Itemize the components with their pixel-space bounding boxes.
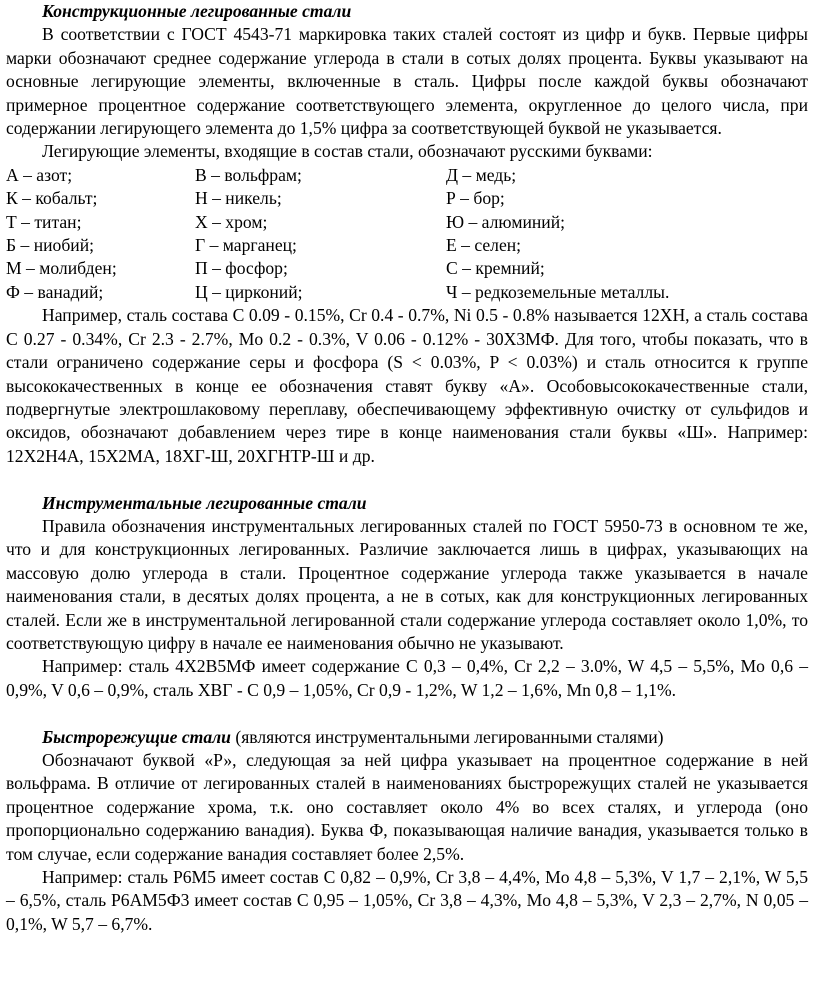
paragraph-gost-4543: В соответствии с ГОСТ 4543-71 маркировка таких сталей состоят из цифр и букв. Первые цифры марки обозначают среднее содержание углерода в стали в сотых долях процента. Буквы указывают на основные легирующие элементы, включенные в сталь. Цифры после каждой буквы обозначают примерное процентное содержание соответствующего элемента, округленное до целого числа, при содержании легирующего элемента до 1,5% цифра за соответствующей буквой не указывается. xyxy=(6,24,808,139)
alloy-letter-item: А – азот; xyxy=(6,164,73,185)
section-spacer xyxy=(6,702,808,725)
alloy-letter-item: Б – ниобий; xyxy=(6,235,94,256)
alloy-letter-item: М – молибден; xyxy=(6,258,117,279)
section-structural-steels xyxy=(6,0,808,468)
alloy-letter-item: К – кобальт; xyxy=(6,188,98,209)
alloy-letter-item: В – вольфрам; xyxy=(195,164,302,185)
high-speed-title-text: Быстрорежущие стали xyxy=(42,726,231,747)
alloy-letter-item: Х – хром; xyxy=(195,211,268,232)
alloy-letter-item: Ф – ванадий; xyxy=(6,281,104,302)
paragraph-gost-5950: Правила обозначения инструментальных легированных сталей по ГОСТ 5950-73 в основном те же, что и для конструкционных легированных. Различие заключается лишь в цифрах, указывающих на массовую долю углерода в стали. Процентное содержание углерода также указывается в начале наименования стали, в десятых долях процента, а не в сотых, как для конструкционных легированных сталей. Если же в инструментальной легированной стали содержание углерода составляет около 1,0%, то соответствующую цифру в начале ее наименования обычно не указывают. xyxy=(6,515,808,653)
alloy-letter-item: Т – титан; xyxy=(6,211,82,232)
alloy-letters-table xyxy=(6,164,808,304)
paragraph-high-speed-marking: Обозначают буквой «Р», следующая за ней цифра указывает на процентное содержание в ней вольфрама. В отличие от легированных сталей в наименованиях быстрорежущих сталей не указывается процентное содержание хрома, т.к. оно составляет около 4% во всех сталях, и углерода (оно пропорционально содержанию ванадия). Буква Ф, показывающая наличие ванадия, указывается только в том случае, если содержание ванадия составляет более 2,5%. xyxy=(6,749,808,864)
alloy-letter-item: С – кремний; xyxy=(446,258,545,279)
alloy-letter-item: Ч – редкоземельные металлы. xyxy=(446,281,670,302)
section-title-high-speed xyxy=(6,726,808,749)
section-title-structural: Конструкционные легированные стали xyxy=(42,1,352,21)
alloy-letter-item: Ю – алюминий; xyxy=(446,211,566,232)
paragraph-tool-example: Например: сталь 4Х2В5МФ имеет содержание С 0,3 – 0,4%, Cr 2,2 – 3.0%, W 4,5 – 5,5%, Mo 0,6 – 0,9%, V 0,6 – 0,9%, сталь ХВГ - С 0,9 – 1,05%, Cr 0,9 - 1,2%, W 1,2 – 1,6%, Mn 0,8 – 1,1%. xyxy=(6,656,808,700)
alloy-letter-item: Ц – цирконий; xyxy=(195,281,303,302)
alloy-letter-item: П – фосфор; xyxy=(195,258,288,279)
section-tool-steels xyxy=(6,492,808,703)
alloy-letter-item: Е – селен; xyxy=(446,235,522,256)
section-high-speed-steels xyxy=(6,726,808,937)
paragraph-structural-example: Например, сталь состава С 0.09 - 0.15%, Cr 0.4 - 0.7%, Ni 0.5 - 0.8% называется 12ХН, а сталь состава С 0.27 - 0.34%, Cr 2.3 - 2.7%, Mo 0.2 - 0.3%, V 0.06 - 0.12% - 30Х3МФ. Для того, чтобы показать, что в стали ограничено содержание серы и фосфора (S < 0.03%, P < 0.03%) и сталь относится к группе высококачественных в конце ее обозначения ставят букву «А». Особовысококачественные стали, подвергнутые электрошлаковому переплаву, обеспечивающему эффективную очистку от сульфидов и оксидов, обозначают добавлением через тире в конце наименования стали буквы «Ш». Например: 12Х2Н4А, 15Х2МА, 18ХГ-Ш, 20ХГНТР-Ш и др. xyxy=(6,305,808,466)
high-speed-title-note: (являются инструментальными легированными сталями) xyxy=(235,726,664,747)
section-spacer xyxy=(6,468,808,491)
paragraph-letters-intro: Легирующие элементы, входящие в состав стали, обозначают русскими буквами: xyxy=(42,141,653,162)
alloy-letter-item: Г – марганец; xyxy=(195,235,297,256)
alloy-letter-item: Д – медь; xyxy=(446,164,517,185)
section-title-tool: Инструментальные легированные стали xyxy=(42,492,367,513)
paragraph-high-speed-example: Например: сталь Р6М5 имеет состав С 0,82 – 0,9%, Cr 3,8 – 4,4%, Mo 4,8 – 5,3%, V 1,7 – 2,1%, W 5,5 – 6,5%, сталь Р6АМ5Ф3 имеет состав С 0,95 – 1,05%, Cr 3,8 – 4,3%, Mo 4,8 – 5,3%, V 2,3 – 2,7%, N 0,05 – 0,1%, W 5,7 – 6,7%. xyxy=(6,867,808,934)
alloy-letter-item: Р – бор; xyxy=(446,188,505,209)
alloy-letter-item: Н – никель; xyxy=(195,188,282,209)
